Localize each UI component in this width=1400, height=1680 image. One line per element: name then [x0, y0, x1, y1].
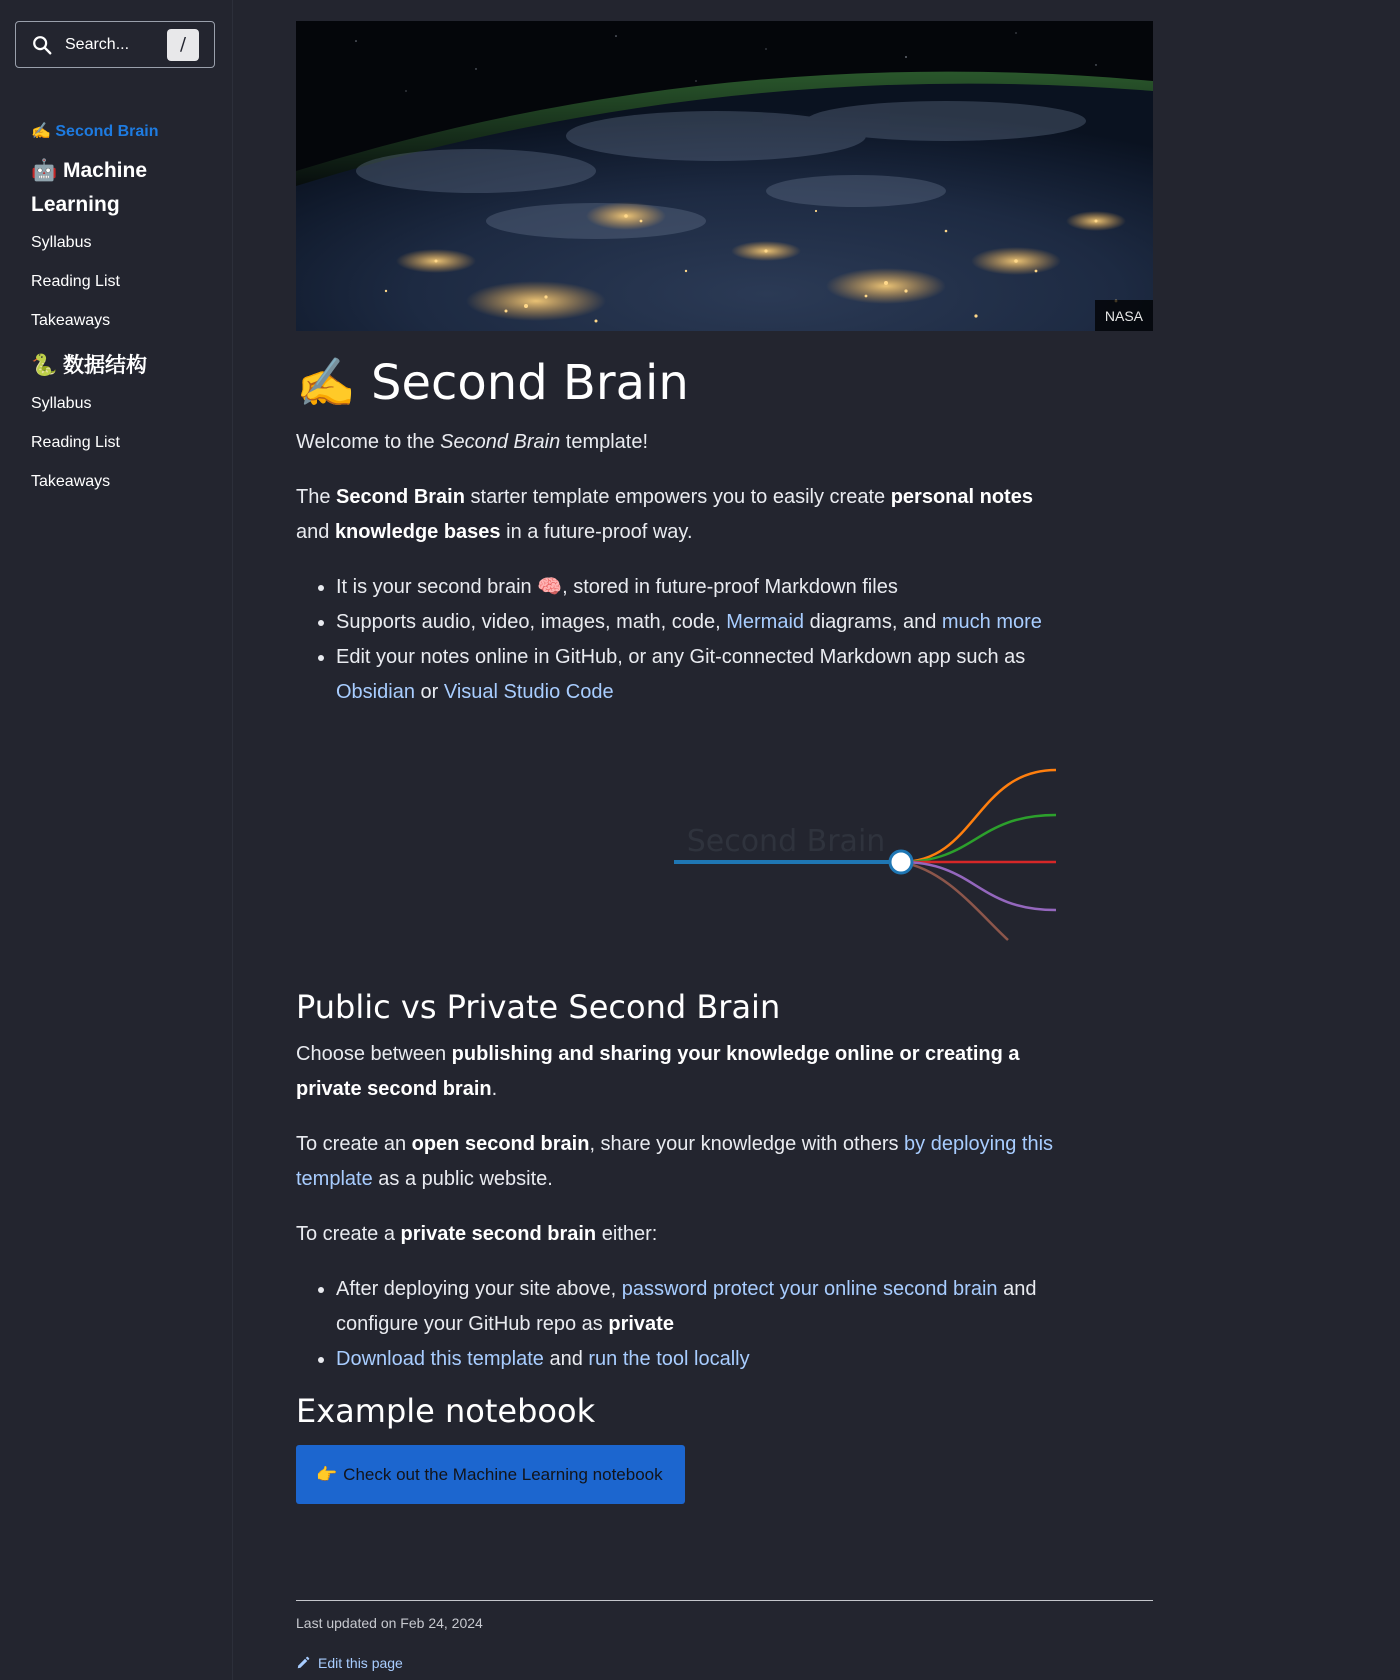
list-item [336, 640, 1096, 710]
page-title: ✍️ Second Brain [296, 355, 689, 411]
mindmap-diagram [296, 740, 1153, 960]
sidebar-item-ds-syllabus[interactable]: Syllabus [31, 395, 92, 412]
text: as a public website. [372, 1168, 553, 1190]
sidebar-section-machine-learning[interactable]: 🤖 Machine Learning [31, 159, 148, 216]
text: To create an [296, 1133, 412, 1155]
text: , share your knowledge with others [589, 1133, 905, 1155]
mermaid-link[interactable]: Mermaid [726, 611, 805, 633]
section1-paragraph-2 [296, 1127, 1056, 1197]
main-content [296, 21, 1153, 1504]
last-updated: Last updated on Feb 24, 2024 [296, 1615, 483, 1631]
earth-at-night-image [296, 21, 1153, 331]
sidebar-item-ml-reading-list[interactable]: Reading List [31, 273, 120, 290]
list-item [336, 1272, 1096, 1342]
bold-text: private second brain [400, 1223, 597, 1245]
page-footer [296, 1600, 1153, 1671]
desc-bold-personal-notes: personal notes [890, 486, 1033, 508]
desc-text: starter template empowers you to easily create [464, 486, 891, 508]
desc-text: The [296, 486, 337, 508]
run-locally-link[interactable]: run the tool locally [588, 1348, 750, 1370]
private-options-list [296, 1272, 1096, 1377]
sidebar-item-ds-reading-list[interactable]: Reading List [31, 434, 120, 451]
desc-text: in a future-proof way. [500, 521, 693, 543]
intro-emphasis: Second Brain [440, 431, 561, 453]
text: Choose between [296, 1043, 452, 1065]
desc-bold-knowledge-bases: knowledge bases [334, 521, 501, 543]
sidebar [0, 0, 233, 1680]
search-placeholder: Search... [65, 35, 130, 53]
list-item: • It is your second brain 🧠, stored in future-proof Markdown files [336, 570, 1096, 605]
ml-notebook-button[interactable] [296, 1445, 685, 1504]
bold-text: open second brain [411, 1133, 590, 1155]
search-icon [31, 34, 53, 56]
desc-bold-second-brain: Second Brain [336, 486, 465, 508]
list-item-text: and configure your GitHub repo as [336, 1278, 1037, 1335]
sidebar-item-ds-takeaways[interactable]: Takeaways [31, 473, 111, 490]
text: . [491, 1078, 498, 1100]
sidebar-item-ml-takeaways[interactable]: Takeaways [31, 312, 111, 329]
list-item-text: diagrams, and [804, 611, 942, 633]
list-item-text: or [414, 681, 444, 703]
download-template-link[interactable]: Download this template [336, 1348, 544, 1370]
list-item [336, 605, 1096, 640]
ml-notebook-button-label: Check out the Machine Learning notebook [343, 1464, 663, 1484]
mindmap-branch-2 [901, 815, 1056, 862]
mindmap-root-label: Second Brain [686, 824, 886, 859]
search-shortcut-key: / [167, 29, 199, 61]
list-item [336, 1342, 1096, 1377]
text: either: [596, 1223, 658, 1245]
intro-text-end: template! [560, 431, 649, 453]
section1-paragraph-3 [296, 1217, 1056, 1252]
intro-text: Welcome to the [296, 431, 441, 453]
mindmap-root-node [890, 851, 912, 873]
desc-text: and [296, 521, 335, 543]
password-protect-link[interactable]: password protect your online second brain [621, 1278, 998, 1300]
description-paragraph [296, 480, 1056, 550]
sidebar-item-ml-syllabus[interactable]: Syllabus [31, 234, 92, 251]
feature-list [296, 570, 1096, 710]
hero-image [296, 21, 1153, 331]
section-title-example-notebook: Example notebook [296, 1392, 596, 1430]
list-item-text: Supports audio, video, images, math, code, [336, 611, 727, 633]
sidebar-nav [31, 118, 221, 510]
deploy-template-link[interactable]: by deploying this template [296, 1133, 1054, 1190]
sidebar-section-data-structures[interactable]: 🐍 数据结构 [31, 354, 147, 377]
bold-text: publishing and sharing your knowledge online or creating a private second brain [296, 1043, 1020, 1100]
edit-page-link[interactable] [296, 1655, 1153, 1671]
list-item-text: and [543, 1348, 589, 1370]
much-more-link[interactable]: much more [941, 611, 1042, 633]
image-credit: NASA [1095, 300, 1153, 331]
intro-paragraph [296, 425, 1056, 460]
obsidian-link[interactable]: Obsidian [336, 681, 415, 703]
list-item-text: Edit your notes online in GitHub, or any Git-connected Markdown app such as [336, 646, 1026, 668]
pencil-icon [296, 1656, 310, 1670]
sidebar-item-second-brain[interactable]: ✍️ Second Brain [31, 123, 159, 140]
text: To create a [296, 1223, 401, 1245]
search-button[interactable] [15, 21, 215, 68]
vscode-link[interactable]: Visual Studio Code [443, 681, 614, 703]
edit-page-label: Edit this page [318, 1655, 403, 1671]
section-title-public-private: Public vs Private Second Brain [296, 988, 781, 1026]
list-item-text: After deploying your site above, [336, 1278, 622, 1300]
bold-text: private [608, 1313, 674, 1335]
section1-paragraph-1 [296, 1037, 1056, 1107]
pointing-hand-icon: 👉 [316, 1464, 338, 1484]
